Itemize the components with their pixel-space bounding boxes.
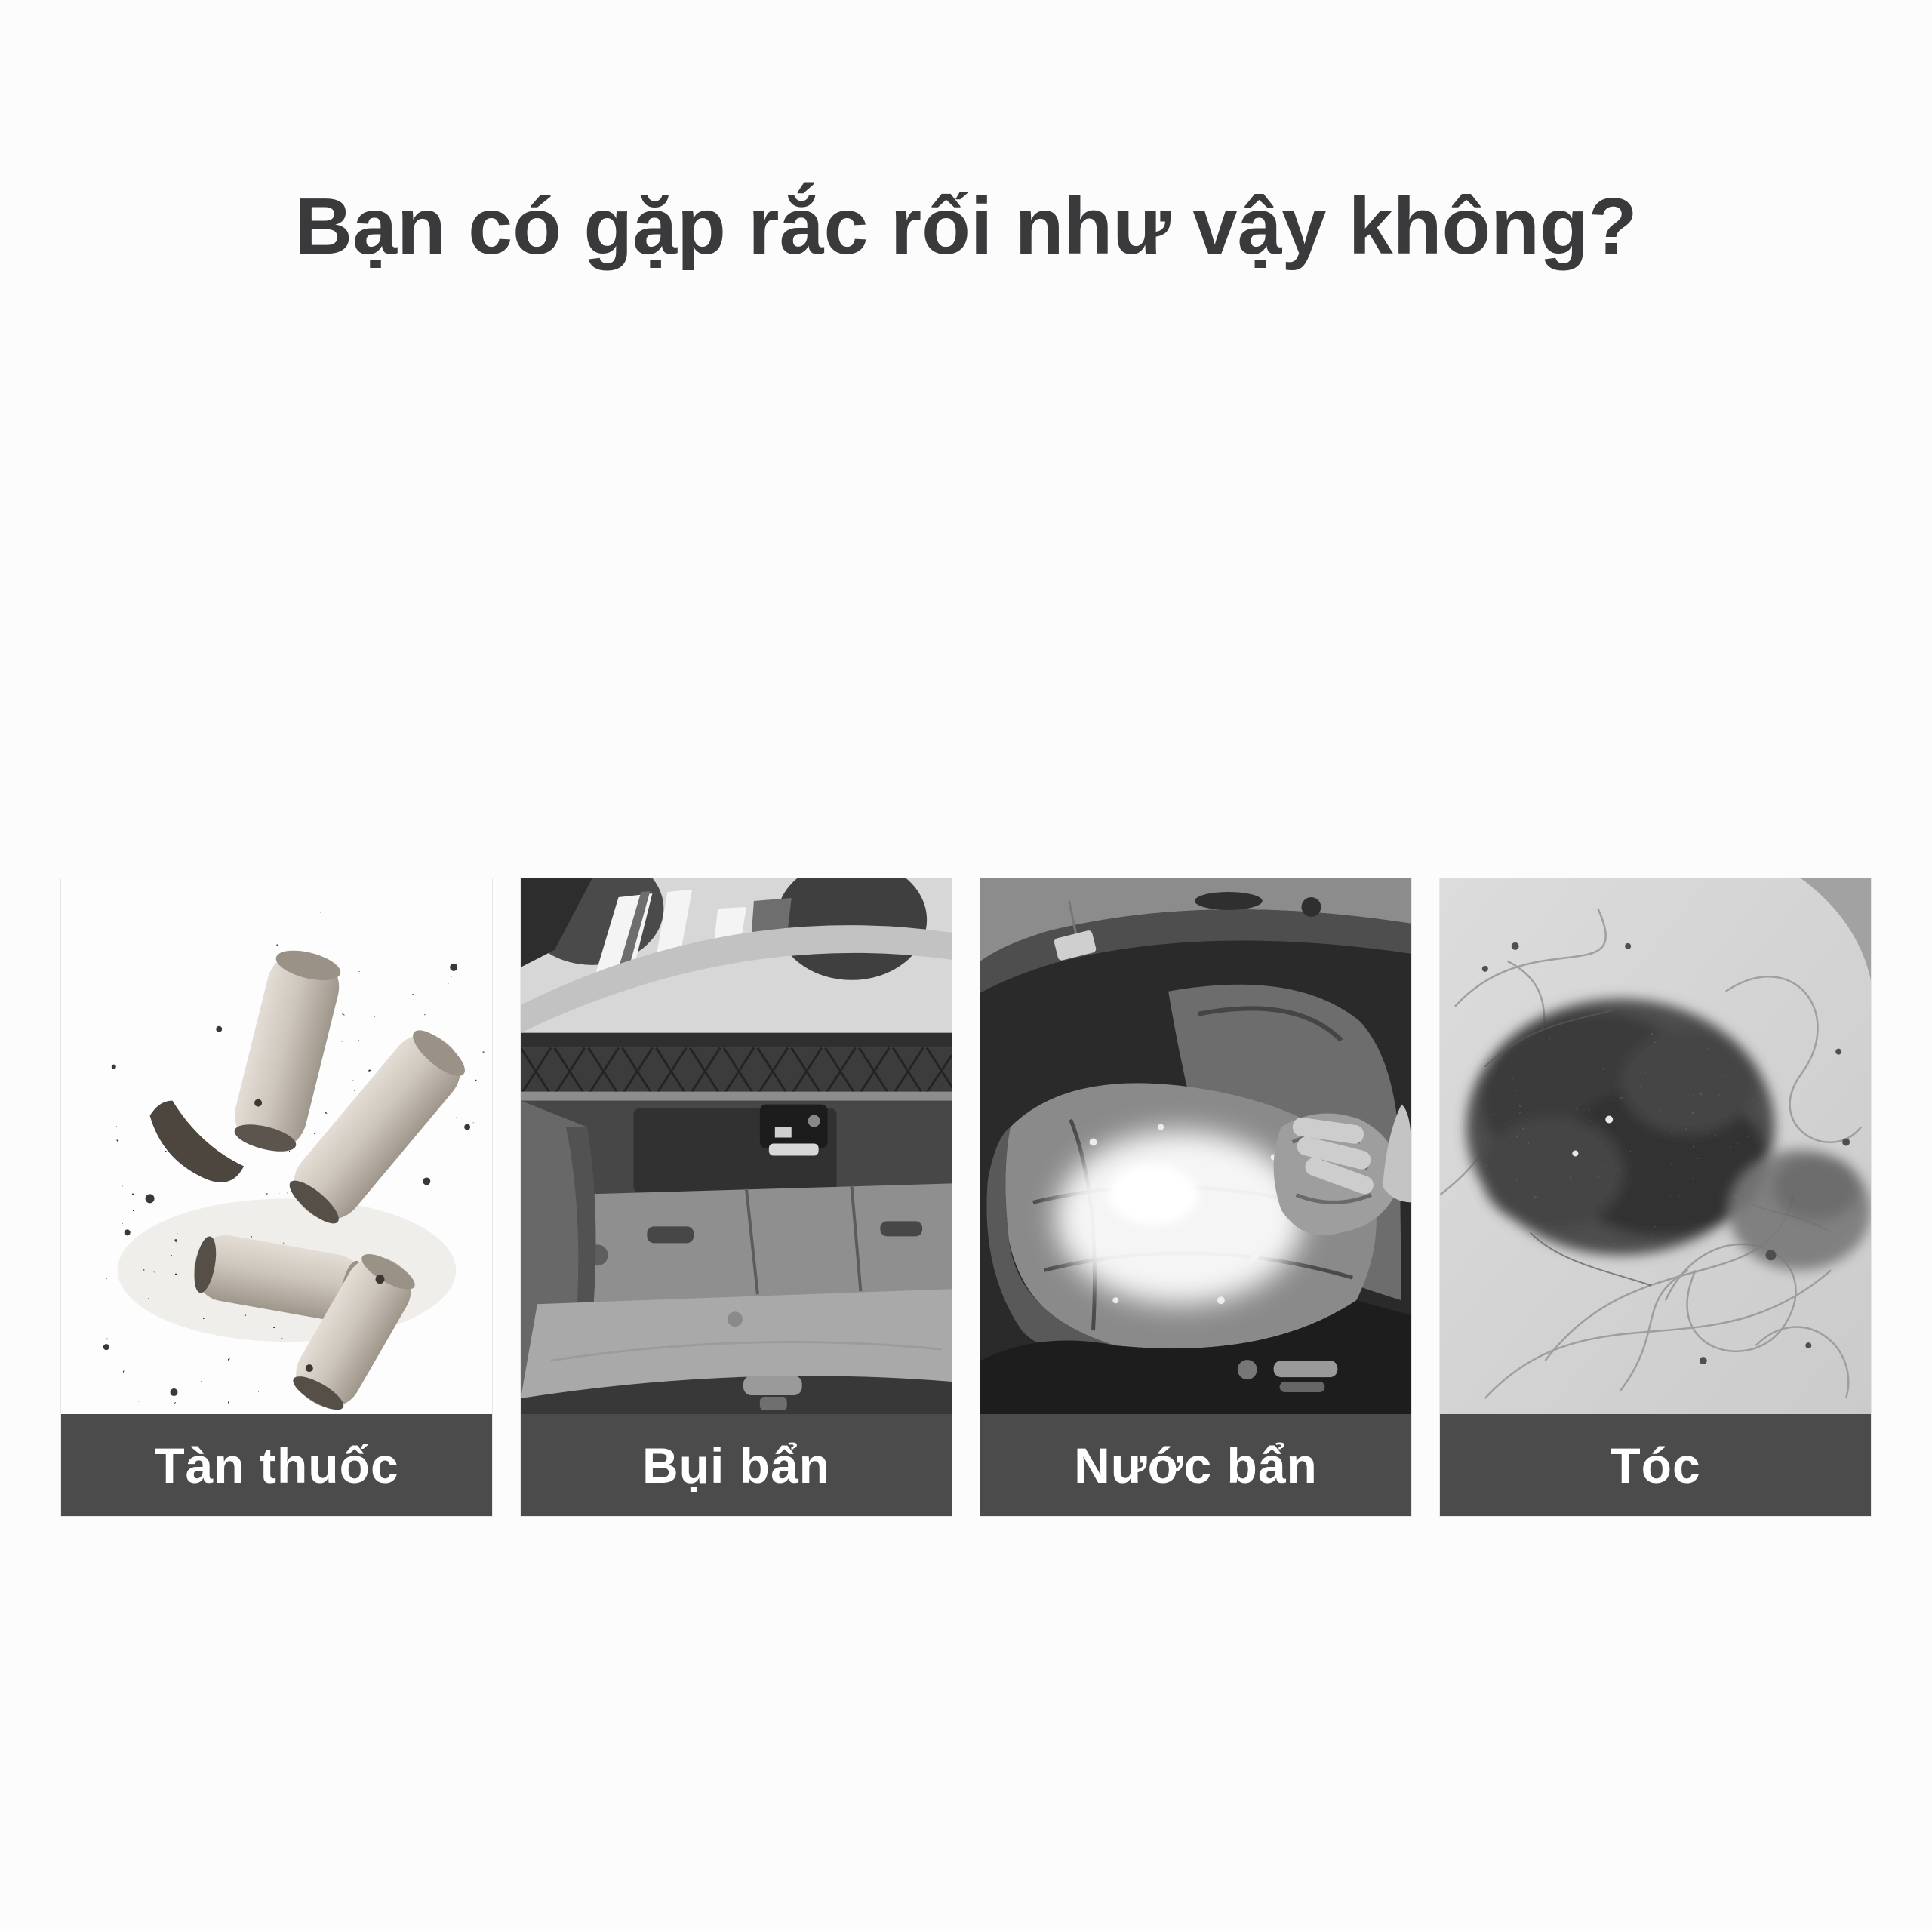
- hair-clump-photo: [1440, 878, 1871, 1414]
- panel-caption: Bụi bẩn: [521, 1414, 952, 1516]
- car-trunk-illustration: [521, 878, 952, 1414]
- panel-dirty-water: [980, 878, 1412, 1517]
- hair-clump-illustration: [1440, 878, 1871, 1414]
- panel-cigarette-ash: [60, 878, 493, 1517]
- cigarette-butts-ash-photo: [61, 878, 492, 1414]
- panel-hair: [1439, 878, 1872, 1517]
- panel-dust: [520, 878, 952, 1517]
- panel-caption: Tóc: [1440, 1414, 1871, 1516]
- panel-caption: Tàn thuốc: [61, 1414, 492, 1516]
- wet-car-seat-photo: [980, 878, 1411, 1414]
- page-title: Bạn có gặp rắc rối như vậy không?: [294, 182, 1638, 271]
- panel-caption: Nước bẩn: [980, 1414, 1411, 1516]
- car-seat-illustration: [980, 878, 1411, 1414]
- cigarette-butts-illustration: [61, 878, 492, 1414]
- trouble-panels-row: [60, 878, 1872, 1517]
- dusty-car-trunk-photo: [521, 878, 952, 1414]
